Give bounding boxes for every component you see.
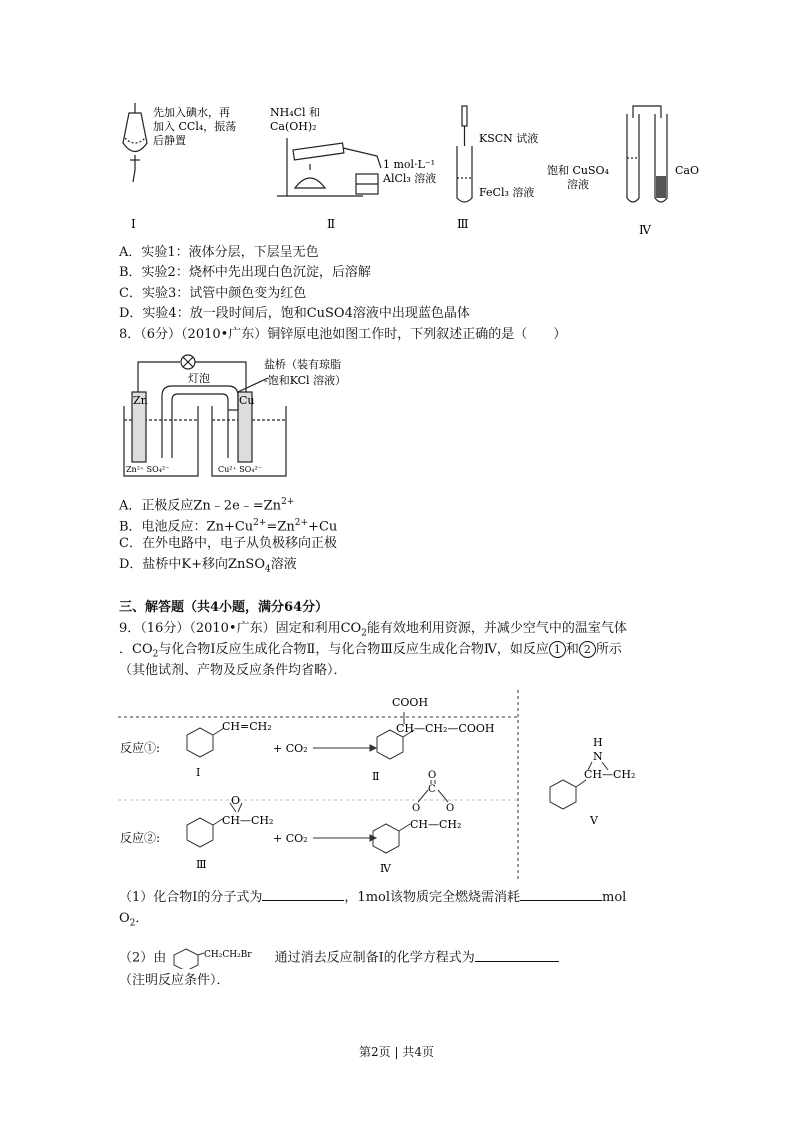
q9-part-2-line-1: [119, 947, 559, 969]
q8-option-b-post: +Cu: [308, 519, 338, 535]
q7-option-c: C．实验3：试管中颜色变为红色: [119, 286, 307, 301]
exp2-reagent-1: NH₄Cl 和: [270, 106, 321, 119]
exp1-note-3: 后静置: [153, 134, 186, 147]
q8-option-d: [119, 556, 297, 579]
q9-line1-pre: 9．（16分）（2010•广东）固定和利用CO: [119, 621, 362, 636]
q9-part-1-line-1: [119, 889, 626, 907]
reaction-2-label: 反应②:: [120, 831, 161, 845]
q8-option-a-text: A．正极反应Zn﹣2e﹣=Zn: [119, 498, 282, 514]
phenethyl-bromide-structure: [170, 947, 270, 969]
q9-2-text1: （2）由: [119, 950, 167, 966]
q9-1-text4-sub: 2: [129, 918, 136, 929]
circled-number-2: 2: [579, 641, 596, 658]
reaction-1-label: 反应①:: [120, 741, 161, 755]
exp1-note-1: 先加入碘水，再: [153, 106, 230, 119]
q9-line-1: [119, 620, 627, 643]
exp4-left-2: 溶液: [567, 178, 589, 191]
q8-stem: 8．（6分）（2010•广东）铜锌原电池如图工作时，下列叙述正确的是（ ）: [119, 327, 567, 342]
q9-line2-c: 和: [565, 642, 579, 657]
q8-option-b-sup2: 2+: [294, 518, 309, 528]
lamp-label: 灯泡: [188, 372, 210, 385]
cu-label: Cu: [239, 394, 255, 407]
section-3-title: 三、解答题（共4小题，满分64分）: [119, 600, 329, 615]
carbonyl-oxygen: O: [428, 770, 437, 781]
compound-5-label: V: [590, 814, 598, 827]
exp3-reagent: KSCN 试液: [479, 132, 539, 145]
q9-1-text3: mol: [602, 890, 627, 905]
answer-blank-equation[interactable]: [475, 961, 559, 962]
q8-option-b: [119, 514, 337, 536]
q8-option-a: [119, 493, 294, 515]
salt-bridge-label-2: -饱和KCl 溶液）: [264, 374, 347, 387]
arrow-right-icon: [313, 835, 376, 841]
roman-1: Ⅰ: [131, 217, 136, 231]
epoxide-group: CH—CH₂: [222, 814, 274, 827]
aziridine-n: N: [593, 750, 603, 763]
left-ions: Zn²⁺ SO₄²⁻: [126, 465, 170, 474]
q9-1-text1: （1）化合物Ⅰ的分子式为: [119, 890, 263, 905]
q9-line1-post: 能有效地利用资源，并减少空气中的温室气体: [366, 621, 627, 636]
exp2-solution-1: 1 mol·L⁻¹: [383, 158, 436, 171]
exp4-left-1: 饱和 CuSO₄: [547, 164, 609, 177]
q8-option-c: C．在外电路中，电子从负极移向正极: [119, 536, 337, 551]
aziridine-h: H: [593, 736, 603, 749]
heating-apparatus-icon: [277, 138, 381, 196]
roman-2: Ⅱ: [327, 217, 336, 231]
exp4-right: CaO: [675, 164, 699, 177]
roman-4: Ⅳ: [639, 223, 651, 237]
chain-group: CH—CH₂—COOH: [396, 722, 495, 735]
page-footer: 第2页 | 共4页: [359, 1045, 434, 1059]
circled-number-1: 1: [549, 641, 566, 658]
q9-part-1-line-2: [119, 910, 148, 933]
q9-line1-sub: 2: [361, 628, 367, 639]
carbonate-carbon: C: [428, 784, 436, 795]
dropper-test-tube-icon: [457, 106, 472, 202]
reaction-scheme: [118, 690, 678, 882]
separatory-funnel-icon: [123, 103, 147, 182]
reaction-1-plus-co2: + CO₂: [273, 742, 308, 755]
connected-tubes-icon: [627, 106, 667, 202]
q9-1-text4: O: [119, 911, 130, 926]
q9-line2-d: 所示: [595, 642, 622, 657]
q9-line2-sub: 2: [152, 649, 159, 660]
q9-1-text5: ．: [135, 911, 149, 926]
q7-option-b: B．实验2：烧杯中先出现白色沉淀，后溶解: [119, 265, 371, 280]
q8-option-a-sup: 2+: [281, 497, 295, 507]
benzene-ring-icon: [174, 949, 204, 969]
exp2-solution-2: AlCl₃ 溶液: [383, 172, 437, 185]
q8-option-d-pre: D．盐桥中K+移向ZnSO: [119, 557, 265, 572]
q8-option-b-sup1: 2+: [253, 518, 267, 528]
ring-oxygen-right: O: [446, 803, 455, 814]
q9-line-3: （其他试剂、产物及反应条件均省略）．: [119, 663, 347, 678]
q9-1-text2: ，1mol该物质完全燃烧需消耗: [344, 890, 521, 905]
compound-3-label: Ⅲ: [196, 858, 207, 871]
exp3-solution: FeCl₃ 溶液: [479, 186, 535, 199]
q8-option-d-sub: 4: [265, 564, 271, 575]
exp1-note-2: 加入 CCl₄，振荡: [153, 120, 237, 133]
q8-option-b-mid: =Zn: [266, 519, 295, 535]
answer-blank-oxygen[interactable]: [520, 900, 602, 901]
epoxide-oxygen: O: [231, 794, 241, 807]
compound-4-label: Ⅳ: [380, 862, 391, 875]
benzene-ring-icon: [187, 728, 224, 757]
arrow-right-icon: [313, 745, 376, 751]
q8-option-d-post: 溶液: [270, 557, 297, 572]
galvanic-cell-figure: [118, 348, 388, 488]
experiment-figure: [115, 98, 715, 240]
vinyl-group: CH=CH₂: [222, 720, 272, 733]
aziridine-chain: CH—CH₂: [584, 768, 636, 781]
q9-line-2: [119, 641, 622, 664]
q8-option-b-pre: B．电池反应：Zn+Cu: [119, 519, 254, 535]
benzene-ring-icon: [377, 712, 414, 759]
answer-blank-formula[interactable]: [262, 900, 344, 901]
benzene-ring-icon: [373, 780, 448, 853]
exp2-reagent-2: Ca(OH)₂: [270, 120, 317, 133]
reaction-2-plus-co2: + CO₂: [273, 832, 308, 845]
carboxyl-group: COOH: [392, 696, 429, 709]
q9-line2-b: 与化合物Ⅰ反应生成化合物Ⅱ，与化合物Ⅲ反应生成化合物Ⅳ，如反应: [158, 642, 549, 657]
compound-2-label: Ⅱ: [372, 770, 380, 783]
zn-label: Zn: [133, 394, 148, 407]
q7-option-d: D．实验4：放一段时间后，饱和CuSO4溶液中出现蓝色晶体: [119, 306, 470, 321]
ring-oxygen-left: O: [412, 803, 421, 814]
roman-3: Ⅲ: [457, 217, 469, 231]
carbonate-chain: CH—CH₂: [410, 818, 462, 831]
q9-part-2-line-2: （注明反应条件）．: [119, 973, 230, 988]
compound-1-label: Ⅰ: [196, 766, 201, 779]
phenethyl-chain: CH₂CH₂Br: [204, 950, 253, 960]
right-ions: Cu²⁺ SO₄²⁻: [218, 465, 262, 474]
q9-line2-a: ．CO: [119, 642, 153, 657]
salt-bridge-label-1: 盐桥（装有琼脂: [264, 358, 341, 371]
q9-2-text2: 通过消去反应制备Ⅰ的化学方程式为: [274, 950, 475, 966]
q7-option-a: A．实验1：液体分层，下层呈无色: [119, 245, 319, 260]
